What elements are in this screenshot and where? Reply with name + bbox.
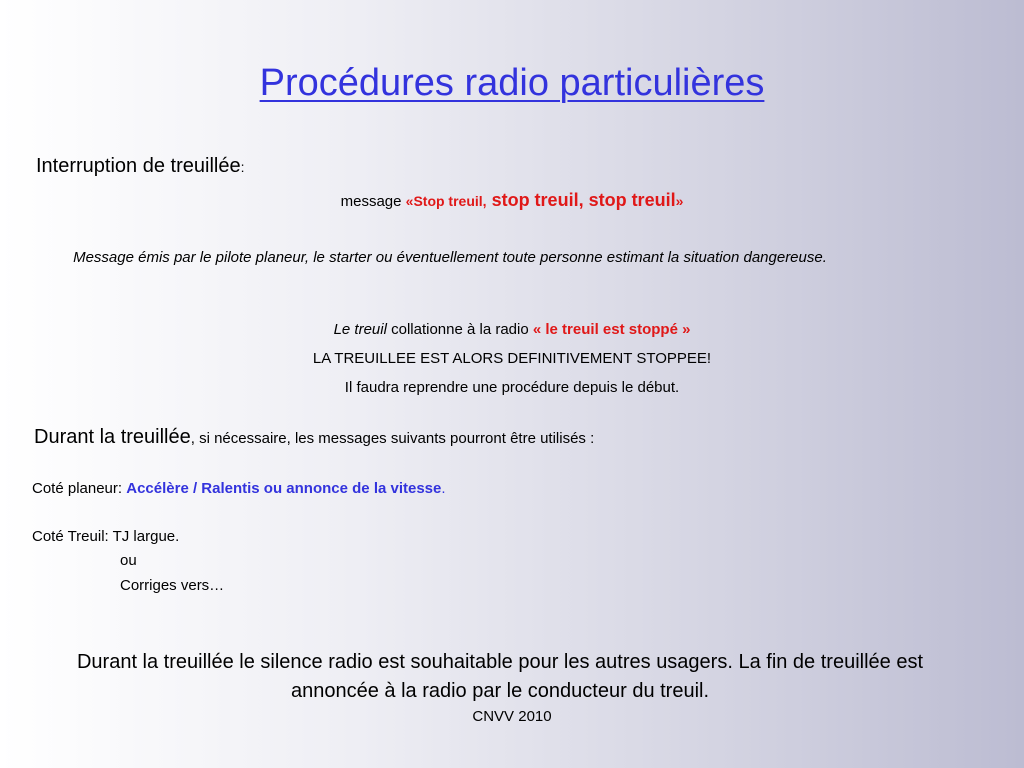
message-close: » (675, 193, 684, 209)
planeur-line (32, 480, 446, 497)
during-heading-text: Durant la treuillée (34, 426, 191, 448)
interruption-heading (36, 155, 244, 178)
during-heading-rest: , si nécessaire, les messages suivants pourront être utilisés : (190, 430, 595, 447)
collation-line (0, 321, 1024, 338)
slide-title: Procédures radio particulières (259, 62, 765, 104)
interruption-heading-text: Interruption de treuillée (36, 155, 241, 177)
credit: CNVV 2010 (472, 708, 552, 725)
during-heading (34, 426, 594, 449)
definitive-line: LA TREUILLEE EST ALORS DEFINITIVEMENT STOPPEE! (312, 350, 712, 367)
planeur-blue: Accélère / Ralentis ou annonce de la vitesse (126, 480, 442, 497)
treuil-line: Coté Treuil: TJ largue. (32, 528, 180, 545)
ou-line: ou (120, 552, 137, 569)
planeur-dot: . (441, 480, 446, 497)
silence-paragraph: Durant la treuillée le silence radio est souhaitable pour les autres usagers. La fin de treuillée est annoncée à la radio par le conducteur du treuil. (76, 651, 924, 702)
interruption-colon: : (240, 159, 245, 175)
message-prefix: message (340, 193, 406, 210)
message-red-small: «Stop treuil, (405, 193, 487, 209)
collation-text: collationne à la radio (386, 321, 533, 338)
stop-message (0, 190, 1024, 211)
corriges-line: Corriges vers… (120, 577, 225, 594)
collation-italic: Le treuil (333, 321, 387, 338)
restart-line: Il faudra reprendre une procédure depuis le début. (344, 379, 680, 396)
collation-red: « le treuil est stoppé » (532, 321, 691, 338)
italic-note: Message émis par le pilote planeur, le starter ou éventuellement toute personne estimant la situation dangereuse. (73, 249, 827, 266)
planeur-label: Coté planeur: (32, 480, 127, 497)
message-red-big: stop treuil, stop treuil (486, 190, 676, 210)
